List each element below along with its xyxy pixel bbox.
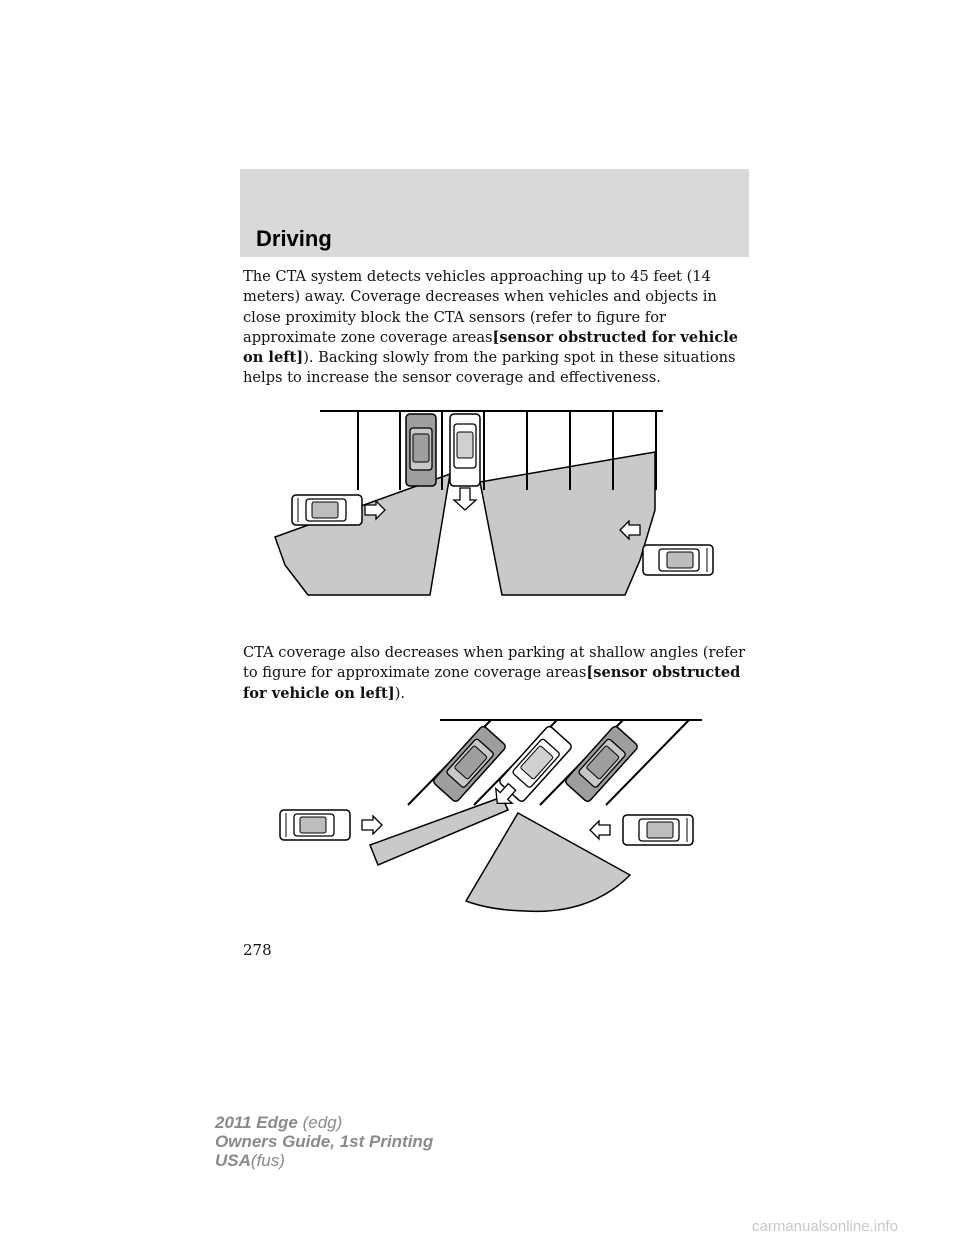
coverage-zone-left bbox=[275, 474, 450, 595]
coverage-zone-left bbox=[370, 797, 508, 865]
approaching-car-right bbox=[623, 815, 693, 845]
paragraph-text: ). bbox=[394, 684, 406, 702]
paragraph-text: ). Backing slowly from the parking spot in these situations helps to increase the sensor coverage and effectiveness. bbox=[243, 349, 736, 387]
bold-reference: [sensor obstructed for vehicle on left] bbox=[243, 664, 741, 702]
approaching-car-left bbox=[292, 495, 362, 525]
paragraph-cta-detection bbox=[243, 267, 753, 389]
section-title: Driving bbox=[256, 226, 332, 251]
page-number: 278 bbox=[243, 941, 272, 959]
document-footer bbox=[215, 1113, 433, 1170]
footer-market: USA bbox=[215, 1151, 251, 1170]
arrow-right bbox=[362, 816, 382, 834]
approaching-car-right bbox=[643, 545, 713, 575]
paragraph-text: The CTA system detects vehicles approaching up to 45 feet (14 meters) away. Coverage decreases when vehicles and objects in close proximity block the CTA sensors (refer to figure for approximate zone coverage areas bbox=[243, 268, 717, 346]
approaching-car-left bbox=[280, 810, 350, 840]
paragraph-text: CTA coverage also decreases when parking at shallow angles (refer to figure for approximate zone coverage areas bbox=[243, 644, 746, 682]
cta-perpendicular-parking-figure bbox=[240, 400, 720, 600]
parked-car bbox=[406, 414, 436, 486]
paragraph-shallow-angle bbox=[243, 643, 753, 704]
watermark: carmanualsonline.info bbox=[752, 1218, 898, 1235]
reversing-car bbox=[450, 414, 480, 486]
bold-reference: [sensor obstructed for vehicle on left] bbox=[243, 328, 739, 367]
footer-model: 2011 Edge bbox=[215, 1113, 298, 1132]
footer-printing: Owners Guide, 1st Printing bbox=[215, 1132, 434, 1151]
parked-car bbox=[564, 725, 639, 803]
footer-model-code: (edg) bbox=[302, 1113, 343, 1132]
reverse-arrow bbox=[454, 488, 476, 510]
footer-market-code: (fus) bbox=[250, 1151, 285, 1170]
cta-angled-parking-figure bbox=[240, 715, 720, 925]
arrow-left bbox=[590, 821, 610, 839]
